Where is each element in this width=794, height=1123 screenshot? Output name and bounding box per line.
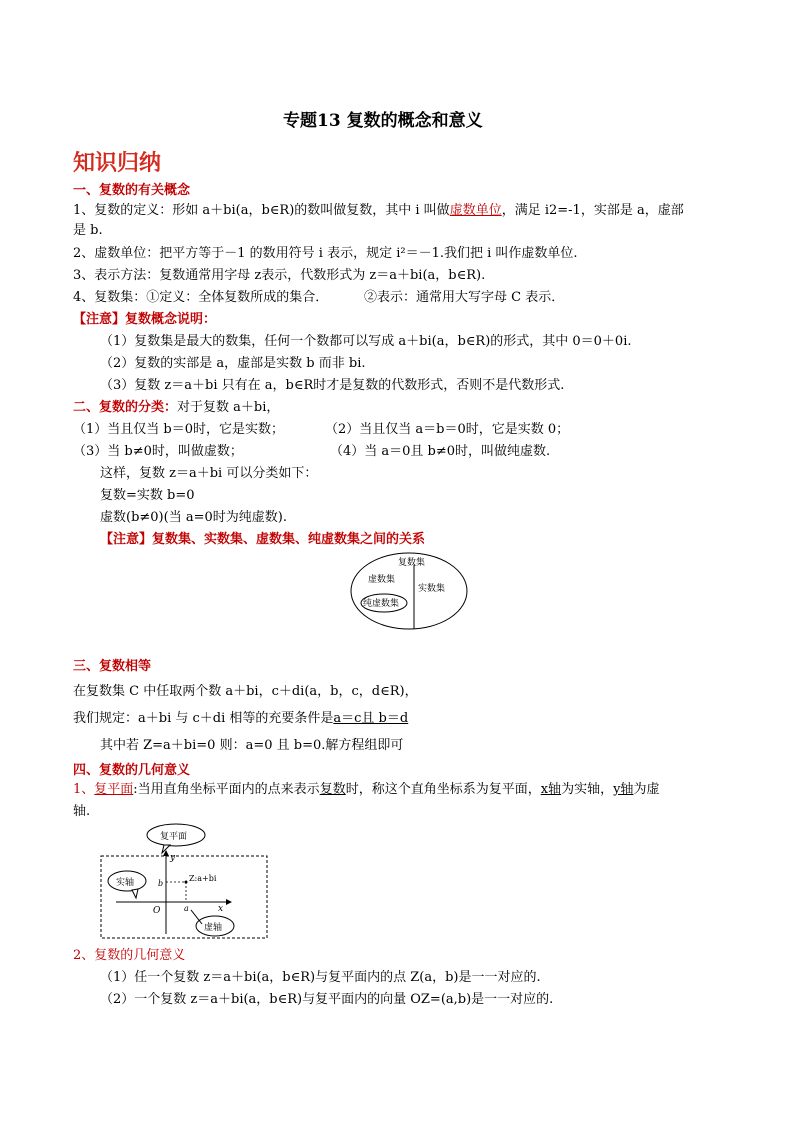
- s2-heading: 二、复数的分类：: [73, 400, 178, 415]
- a-label: a: [184, 904, 189, 913]
- b-label: b: [158, 879, 164, 888]
- equality-condition: a＝c且 b＝d: [333, 711, 409, 726]
- section-heading: 知识归纳: [73, 151, 162, 176]
- s1-note1: （1）复数集是最大的数集，任何一个数都可以写成 a＋bi(a，b∈R)的形式，其中 0＝0＋0i.: [100, 334, 632, 349]
- s2-heading-line: 二、复数的分类：对于复数 a＋bi，: [73, 400, 280, 415]
- s3-line2: 我们规定：a＋bi 与 c＋di 相等的充要条件是a＝c且 b＝d: [73, 711, 409, 726]
- page-title: 专题13 复数的概念和意义: [283, 111, 483, 131]
- s1-note: 【注意】复数概念说明：: [73, 312, 217, 327]
- imaginary-unit-term: 虚数单位: [449, 203, 502, 218]
- s3-line3: 其中若 Z=a＋bi=0 则：a=0 且 b=0.解方程组即可: [100, 738, 404, 753]
- plane-frame: [101, 856, 267, 938]
- s1-line2: 2、虚数单位：把平方等于－1 的数用符号 i 表示，规定 i²＝－1.我们把 i 叫作虚数单位.: [73, 246, 578, 261]
- s1-line4a: 4、复数集：①定义：全体复数所成的集合．: [73, 290, 329, 305]
- s1-heading: 一、复数的有关概念: [73, 183, 191, 198]
- s1-line1: 1、复数的定义：形如 a＋bi(a，b∈R)的数叫做复数，其中 i 叫做虚数单位，满足 i2=-1，实部是 a，虚部: [73, 203, 684, 218]
- s3-line1: 在复数集 C 中任取两个数 a＋bi，c＋di(a，b，c，d∈R)，: [73, 684, 418, 699]
- s2-para1: 这样，复数 z＝a＋bi 可以分类如下：: [100, 466, 318, 481]
- s1-line1-cont: 是 b.: [73, 223, 103, 238]
- s4-sub2: 2、复数的几何意义: [73, 948, 186, 963]
- complex-plane-diagram: [98, 822, 270, 944]
- real-callout-pointer: [132, 889, 138, 898]
- real-axis-label: 实轴: [116, 878, 135, 888]
- s4-heading: 四、复数的几何意义: [73, 763, 191, 778]
- point-label: Z:a+bi: [189, 874, 217, 883]
- x-label: x: [218, 904, 224, 914]
- point-z: [185, 881, 188, 884]
- venn-complex-label: 复数集: [398, 558, 426, 568]
- s4-geo1: （1）任一个复数 z＝a＋bi(a，b∈R)与复平面内的点 Z(a，b)是一一对应的.: [100, 970, 541, 985]
- number-set-venn-diagram: [348, 550, 470, 632]
- venn-real-label: 实数集: [418, 584, 446, 594]
- s2-case3: （3）当 b≠0时，叫做虚数；: [73, 444, 243, 459]
- origin-label: O: [153, 906, 161, 916]
- s2-case4: （4）当 a＝0且 b≠0时，叫做纯虚数.: [330, 444, 551, 459]
- x-arrow-icon: [226, 899, 232, 905]
- s1-note3: （3）复数 z＝a＋bi 只有在 a，b∈R时才是复数的代数形式，否则不是代数形式.: [100, 378, 565, 393]
- s2-note: 【注意】复数集、实数集、虚数集、纯虚数集之间的关系: [100, 532, 426, 547]
- s2-case2: （2）当且仅当 a＝b＝0时，它是实数 0；: [325, 422, 570, 437]
- s1-line4b: ②表示：通常用大写字母 C 表示．: [364, 290, 565, 305]
- s3-heading: 三、复数相等: [73, 659, 152, 674]
- imag-callout-pointer: [191, 910, 202, 924]
- s1-line3: 3、表示方法：复数通常用字母 z表示，代数形式为 z＝a＋bi(a，b∈R).: [73, 268, 486, 283]
- s2-para2: 复数=实数 b=0: [100, 488, 195, 503]
- s4-line1-cont: 轴.: [73, 804, 91, 819]
- s4-line1: 1、复平面:当用直角坐标平面内的点来表示复数时，称这个直角坐标系为复平面，x轴为实轴，y轴为虚: [73, 782, 660, 797]
- complex-plane-label: 复平面: [160, 832, 188, 842]
- y-label: y: [170, 853, 176, 863]
- venn-pure-label: 纯虚数集: [363, 599, 400, 609]
- s2-case1: （1）当且仅当 b＝0时，它是实数；: [73, 422, 284, 437]
- s1-note2: （2）复数的实部是 a，虚部是实数 b 而非 bi.: [100, 356, 366, 371]
- venn-imag-label: 虚数集: [368, 575, 396, 585]
- imag-axis-label: 虚轴: [204, 923, 223, 933]
- s4-geo2: （2）一个复数 z＝a＋bi(a，b∈R)与复平面内的向量 OZ=(a,b)是一一对应的.: [100, 992, 554, 1007]
- s2-para3: 虚数(b≠0)(当 a=0时为纯虚数).: [100, 510, 287, 525]
